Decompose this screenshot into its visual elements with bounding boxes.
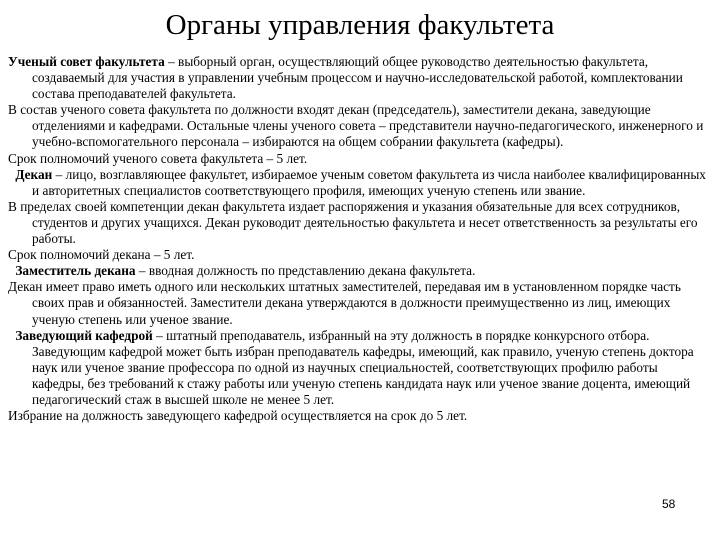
term-deputy-dean: Заместитель декана xyxy=(15,263,136,279)
page-number: 58 xyxy=(662,497,676,511)
paragraph-text: Избрание на должность заведующего кафедрой осуществляется на срок до 5 лет. xyxy=(8,408,468,424)
paragraph-text: Срок полномочий ученого совета факультета – 5 лет. xyxy=(8,150,308,166)
paragraph-academic-council xyxy=(8,54,708,102)
paragraph-text: Декан имеет право иметь одного или нескольких штатных заместителей, передавая им в установленном порядке часть своих прав и обязанностей. Заместители декана утверждаются в должности преимущественно из лиц, имеющих ученую степень или ученое звание. xyxy=(8,279,681,327)
paragraph-text: В пределах своей компетенции декан факультета издает распоряжения и указания обязательные для всех сотрудников, студентов и других учащихся. Декан руководит деятельностью факультета и несет ответственность за результаты его работы. xyxy=(8,198,698,247)
paragraph-dean xyxy=(8,167,708,199)
paragraph-council-composition xyxy=(8,102,708,150)
slide-title: Органы управления факультета xyxy=(165,9,555,41)
paragraph-dean-competence xyxy=(8,199,708,247)
paragraph-council-term xyxy=(8,151,708,167)
slide-body xyxy=(8,54,708,424)
paragraph-text: В состав ученого совета факультета по должности входят декан (председатель), заместители декана, заведующие отделениями и кафедрами. Остальные члены ученого совета – представители научно-педагогического, инженерного и учебно-вспомогательного персонала – избираются на общем собрании факультета (кафедры). xyxy=(8,102,704,150)
paragraph-deputy-rights xyxy=(8,279,708,327)
term-head-of-department: Заведующий кафедрой xyxy=(15,327,153,343)
paragraph-deputy-dean xyxy=(8,263,708,279)
paragraph-head-of-department xyxy=(8,328,708,408)
paragraph-text: – лицо, возглавляющее факультет, избираемое ученым советом факультета из числа наиболее квалифицированных и авторитетных специалистов соответствующего профиля, имеющих ученую степень или звание. xyxy=(32,166,706,198)
paragraph-text: – вводная должность по представлению декана факультета. xyxy=(135,263,476,279)
paragraph-text: Срок полномочий декана – 5 лет. xyxy=(8,247,195,263)
paragraph-text: – штатный преподаватель, избранный на эту должность в порядке конкурсного отбора. Заведующим кафедрой может быть избран преподаватель кафедры, имеющий, как правило, ученую степень доктора наук или ученое звание профессора по одной из научных специальностей, соответствующих профилю работы кафедры, без требований к стажу работы или ученую степень кандидата наук или ученое звание доцента, имеющий педагогический стаж в высшей школе не менее 5 лет. xyxy=(32,327,694,407)
paragraph-text: – выборный орган, осуществляющий общее руководство деятельностью факультета, создаваемый для участия в управлении учебным процессом и научно-исследовательской работой, комплектовании состава преподавателей факультета. xyxy=(32,54,683,102)
paragraph-head-election xyxy=(8,408,708,424)
paragraph-dean-term xyxy=(8,247,708,263)
term-academic-council: Ученый совет факультета xyxy=(8,54,165,69)
term-dean: Декан xyxy=(15,166,53,182)
